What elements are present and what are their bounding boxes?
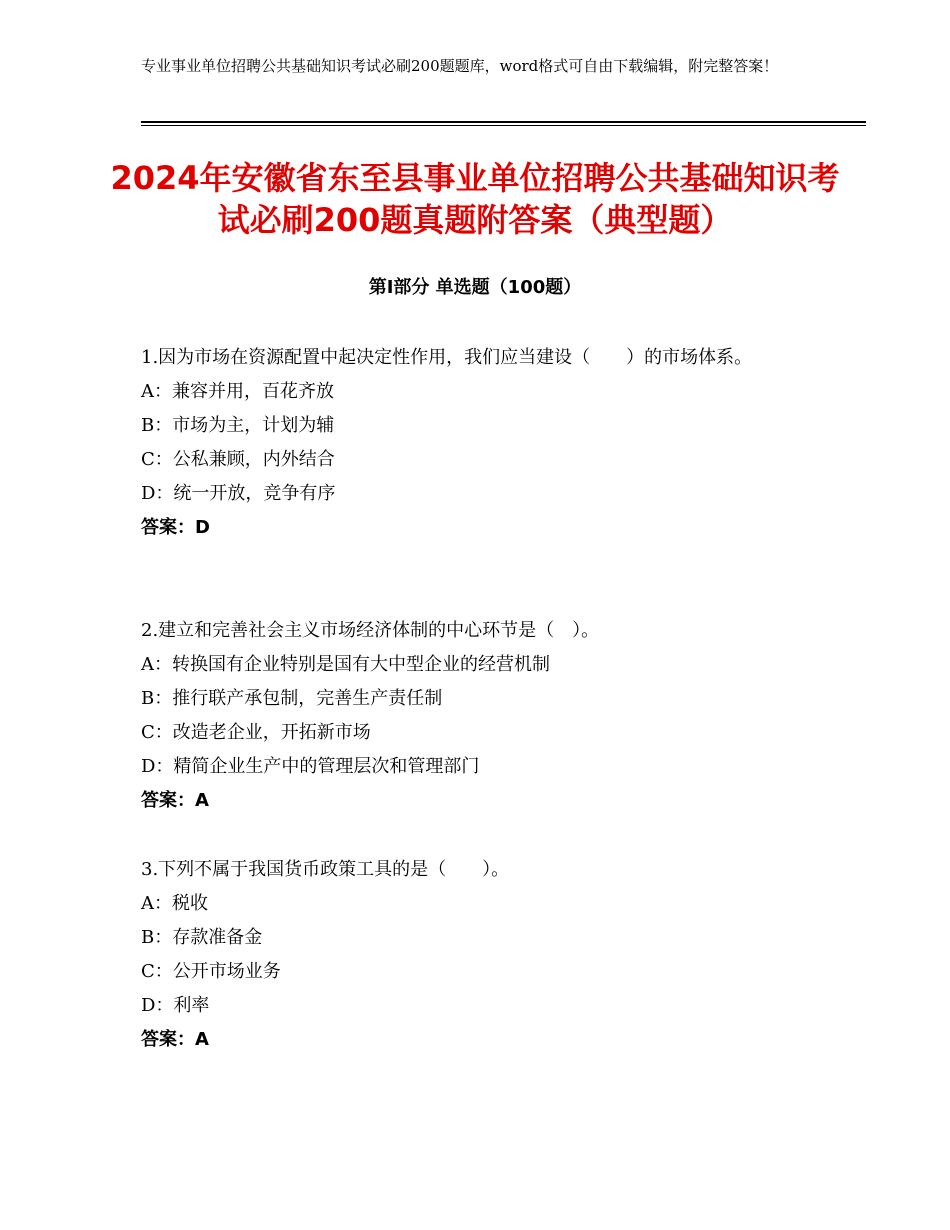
- answer: 答案：A: [141, 1029, 209, 1050]
- option-b: B：推行联产承包制，完善生产责任制: [141, 688, 443, 709]
- answer: 答案：D: [141, 517, 210, 538]
- question-3: [141, 853, 821, 1057]
- answer: 答案：A: [141, 790, 209, 811]
- question-stem: 1.因为市场在资源配置中起决定性作用，我们应当建设（ ）的市场体系。: [141, 347, 753, 368]
- section-title: 第Ⅰ部分 单选题（100题）: [368, 277, 582, 298]
- header-divider-thin: [141, 125, 866, 126]
- question-2: [141, 614, 821, 818]
- header-divider-thick: [141, 121, 866, 123]
- header-note: 专业事业单位招聘公共基础知识考试必刷200题题库，word格式可自由下载编辑，附完整答案！: [141, 57, 779, 75]
- option-c: C：公开市场业务: [141, 961, 281, 982]
- option-b: B：存款准备金: [141, 927, 263, 948]
- option-a: A：兼容并用，百花齐放: [141, 381, 334, 402]
- question-stem: 3.下列不属于我国货币政策工具的是（ ）。: [141, 859, 510, 880]
- question-stem: 2.建立和完善社会主义市场经济体制的中心环节是（ ）。: [141, 620, 600, 641]
- option-a: A：税收: [141, 893, 208, 914]
- option-d: D：精简企业生产中的管理层次和管理部门: [141, 756, 480, 777]
- option-c: C：公私兼顾，内外结合: [141, 449, 335, 470]
- option-d: D：统一开放，竞争有序: [141, 483, 336, 504]
- question-1: [141, 341, 821, 545]
- option-b: B：市场为主，计划为辅: [141, 415, 335, 436]
- option-d: D：利率: [141, 995, 210, 1016]
- option-a: A：转换国有企业特别是国有大中型企业的经营机制: [141, 654, 550, 675]
- document-title: 2024年安徽省东至县事业单位招聘公共基础知识考试必刷200题真题附答案（典型题）: [110, 159, 840, 239]
- option-c: C：改造老企业，开拓新市场: [141, 722, 371, 743]
